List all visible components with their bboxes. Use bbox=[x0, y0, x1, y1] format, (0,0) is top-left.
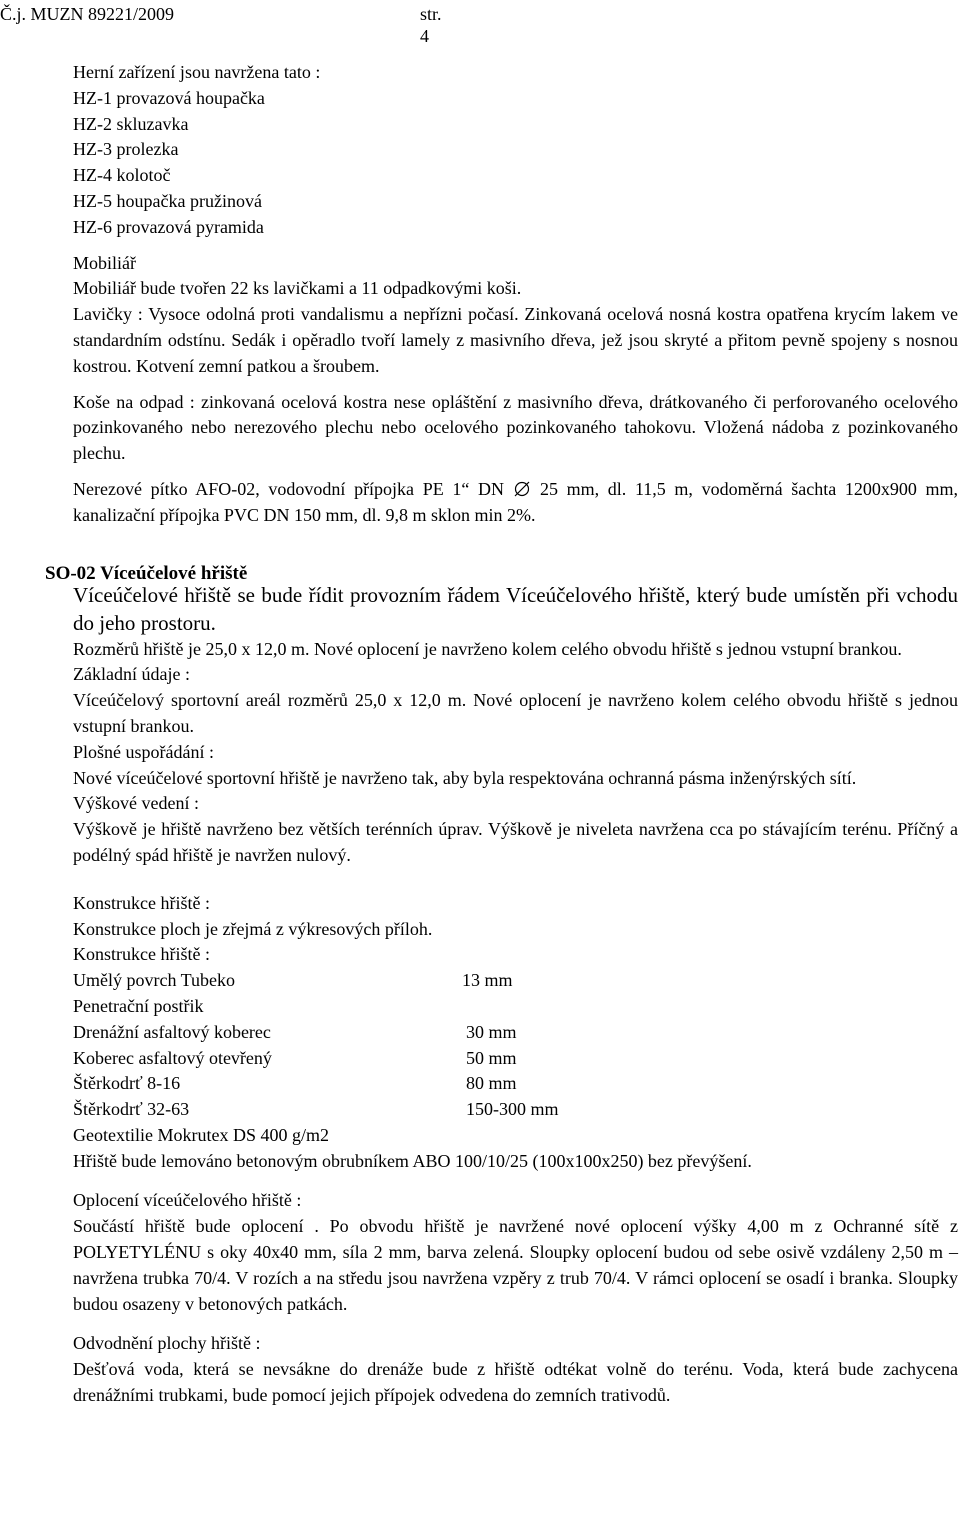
geotextile: Geotextilie Mokrutex DS 400 g/m2 bbox=[73, 1124, 329, 1145]
hz-item: HZ-4 kolotoč bbox=[73, 165, 171, 186]
basic-data-text: Víceúčelový sportovní areál rozměrů 25,0 x 12,0 m. Nové oplocení je navrženo kolem celého obvodu hřiště s jednou vstupní brankou. bbox=[73, 690, 958, 736]
fountain-paragraph bbox=[73, 477, 958, 529]
drainage-title: Odvodnění plochy hřiště : bbox=[73, 1333, 261, 1354]
layer-value: 13 mm bbox=[462, 970, 513, 991]
layer-name: Štěrkodrť 32-63 bbox=[73, 1099, 190, 1120]
layer-value: 50 mm bbox=[466, 1047, 517, 1068]
curb-text: Hřiště bude lemováno betonovým obrubníkem ABO 100/10/25 (100x100x250) bez převýšení. bbox=[73, 1150, 752, 1171]
height-title: Výškové vedení : bbox=[73, 793, 199, 814]
fountain-text-a: Nerezové pítko AFO-02, vodovodní přípojka PE 1“ DN bbox=[73, 478, 504, 499]
layer-name: Umělý povrch Tubeko bbox=[73, 970, 235, 991]
layer-name: Koberec asfaltový otevřený bbox=[73, 1047, 272, 1068]
layer-value: 30 mm bbox=[466, 1021, 517, 1042]
hz-item: HZ-5 houpačka pružinová bbox=[73, 190, 262, 211]
hz-intro: Herní zařízení jsou navržena tato : bbox=[73, 62, 321, 82]
layer-row bbox=[73, 1020, 958, 1046]
document-body bbox=[73, 60, 958, 1409]
layer-row bbox=[73, 994, 958, 1020]
fountain-text-b: 25 mm, dl. 11,5 m, vodoměrná šachta 1200x900 mm, kanalizační přípojka PVC DN 150 mm, dl. 9,8 m sklon min 2%. bbox=[73, 478, 958, 525]
basic-data-title: Základní údaje : bbox=[73, 664, 190, 685]
height-text: Výškově je hřiště navrženo bez větších terénních úprav. Výškově je niveleta navržena cca po stávajícím terénu. Příčný a podélný spád hřiště je navržen nulový. bbox=[73, 819, 958, 865]
layout-text: Nové víceúčelové sportovní hřiště je navrženo tak, aby byla respektována ochranná pásma inženýrských sítí. bbox=[73, 767, 857, 788]
layer-row bbox=[73, 968, 958, 994]
hz-item: HZ-3 prolezka bbox=[73, 139, 179, 160]
hz-item: HZ-6 provazová pyramida bbox=[73, 216, 264, 237]
mobiliar-summary: Mobiliář bude tvořen 22 ks lavičkami a 11 odpadkovými koši. bbox=[73, 278, 522, 299]
diameter-icon bbox=[514, 481, 530, 497]
construction-title: Konstrukce hřiště : bbox=[73, 892, 210, 913]
hz-item: HZ-1 provazová houpačka bbox=[73, 87, 265, 108]
so02-dimensions: Rozměrů hřiště je 25,0 x 12,0 m. Nové oplocení je navrženo kolem celého obvodu hřiště s jednou vstupní brankou. bbox=[73, 638, 902, 659]
hz-item: HZ-2 skluzavka bbox=[73, 113, 189, 134]
layer-name: Drenážní asfaltový koberec bbox=[73, 1021, 271, 1042]
fencing-text: Součástí hřiště bude oplocení . Po obvodu hřiště je navržené nové oplocení výšky 4,00 m z Ochranné sítě z POLYETYLÉNU s oky 40x40 mm, síla 2 mm, barva zelená. Sloupky oplocení budou od sebe osivě vzdáleny 2,50 m – navržena trubka 70/4. V rozích a na středu jsou navržena vzpěry z trub 70/4. V rámci oplocení se osadí i branka. Sloupky budou osazeny v betonových patkách. bbox=[73, 1216, 958, 1314]
section-heading: SO-02 Víceúčelové hřiště bbox=[45, 563, 248, 584]
page-number: str. 4 bbox=[420, 4, 442, 46]
layer-row bbox=[73, 1071, 958, 1097]
bins-paragraph: Koše na odpad : zinkovaná ocelová kostra nese opláštění z masivního dřeva, drátkovaného či perforovaného ocelového pozinkovaného nebo nerezového plechu nebo ocelového pozinkovaného tahokovu. Vložená nádoba z pozinkovaného plechu. bbox=[73, 391, 958, 464]
so02-lead: Víceúčelové hřiště se bude řídit provozním řádem Víceúčelového hřiště, který bude umístěn při vchodu do jeho prostoru. bbox=[73, 582, 958, 635]
benches-paragraph: Lavičky : Vysoce odolná proti vandalismu a nepřízni počasí. Zinkovaná ocelová nosná kostra opatřena krycím lakem ve standardním odstínu. Sedák i opěradlo tvoří lamely z masivního dřeva, jež jsou skryté a přitom pevně spojeny s nosnou kostrou. Kotvení zemní patkou a šroubem. bbox=[73, 304, 958, 376]
fencing-title: Oplocení víceúčelového hřiště : bbox=[73, 1190, 302, 1211]
document-reference: Č.j. MUZN 89221/2009 bbox=[0, 4, 175, 24]
layer-name: Štěrkodrť 8-16 bbox=[73, 1073, 181, 1094]
layer-value: 150-300 mm bbox=[466, 1099, 559, 1120]
construction-text: Konstrukce ploch je zřejmá z výkresových příloh. bbox=[73, 918, 433, 939]
layer-value: 80 mm bbox=[466, 1073, 517, 1094]
layer-row bbox=[73, 1097, 958, 1123]
mobiliar-title: Mobiliář bbox=[73, 252, 136, 273]
construction-title-2: Konstrukce hřiště : bbox=[73, 944, 210, 965]
layer-name: Penetrační postřik bbox=[73, 995, 204, 1016]
layout-title: Plošné uspořádání : bbox=[73, 741, 214, 762]
drainage-text: Dešťová voda, která se nevsákne do drenáže bude z hřiště odtékat volně do terénu. Voda, která bude zachycena drenážními trubkami, bude pomocí jejich přípojek odvedena do zemních trativodů. bbox=[73, 1359, 958, 1406]
layer-row bbox=[73, 1046, 958, 1072]
page-header bbox=[0, 3, 442, 46]
